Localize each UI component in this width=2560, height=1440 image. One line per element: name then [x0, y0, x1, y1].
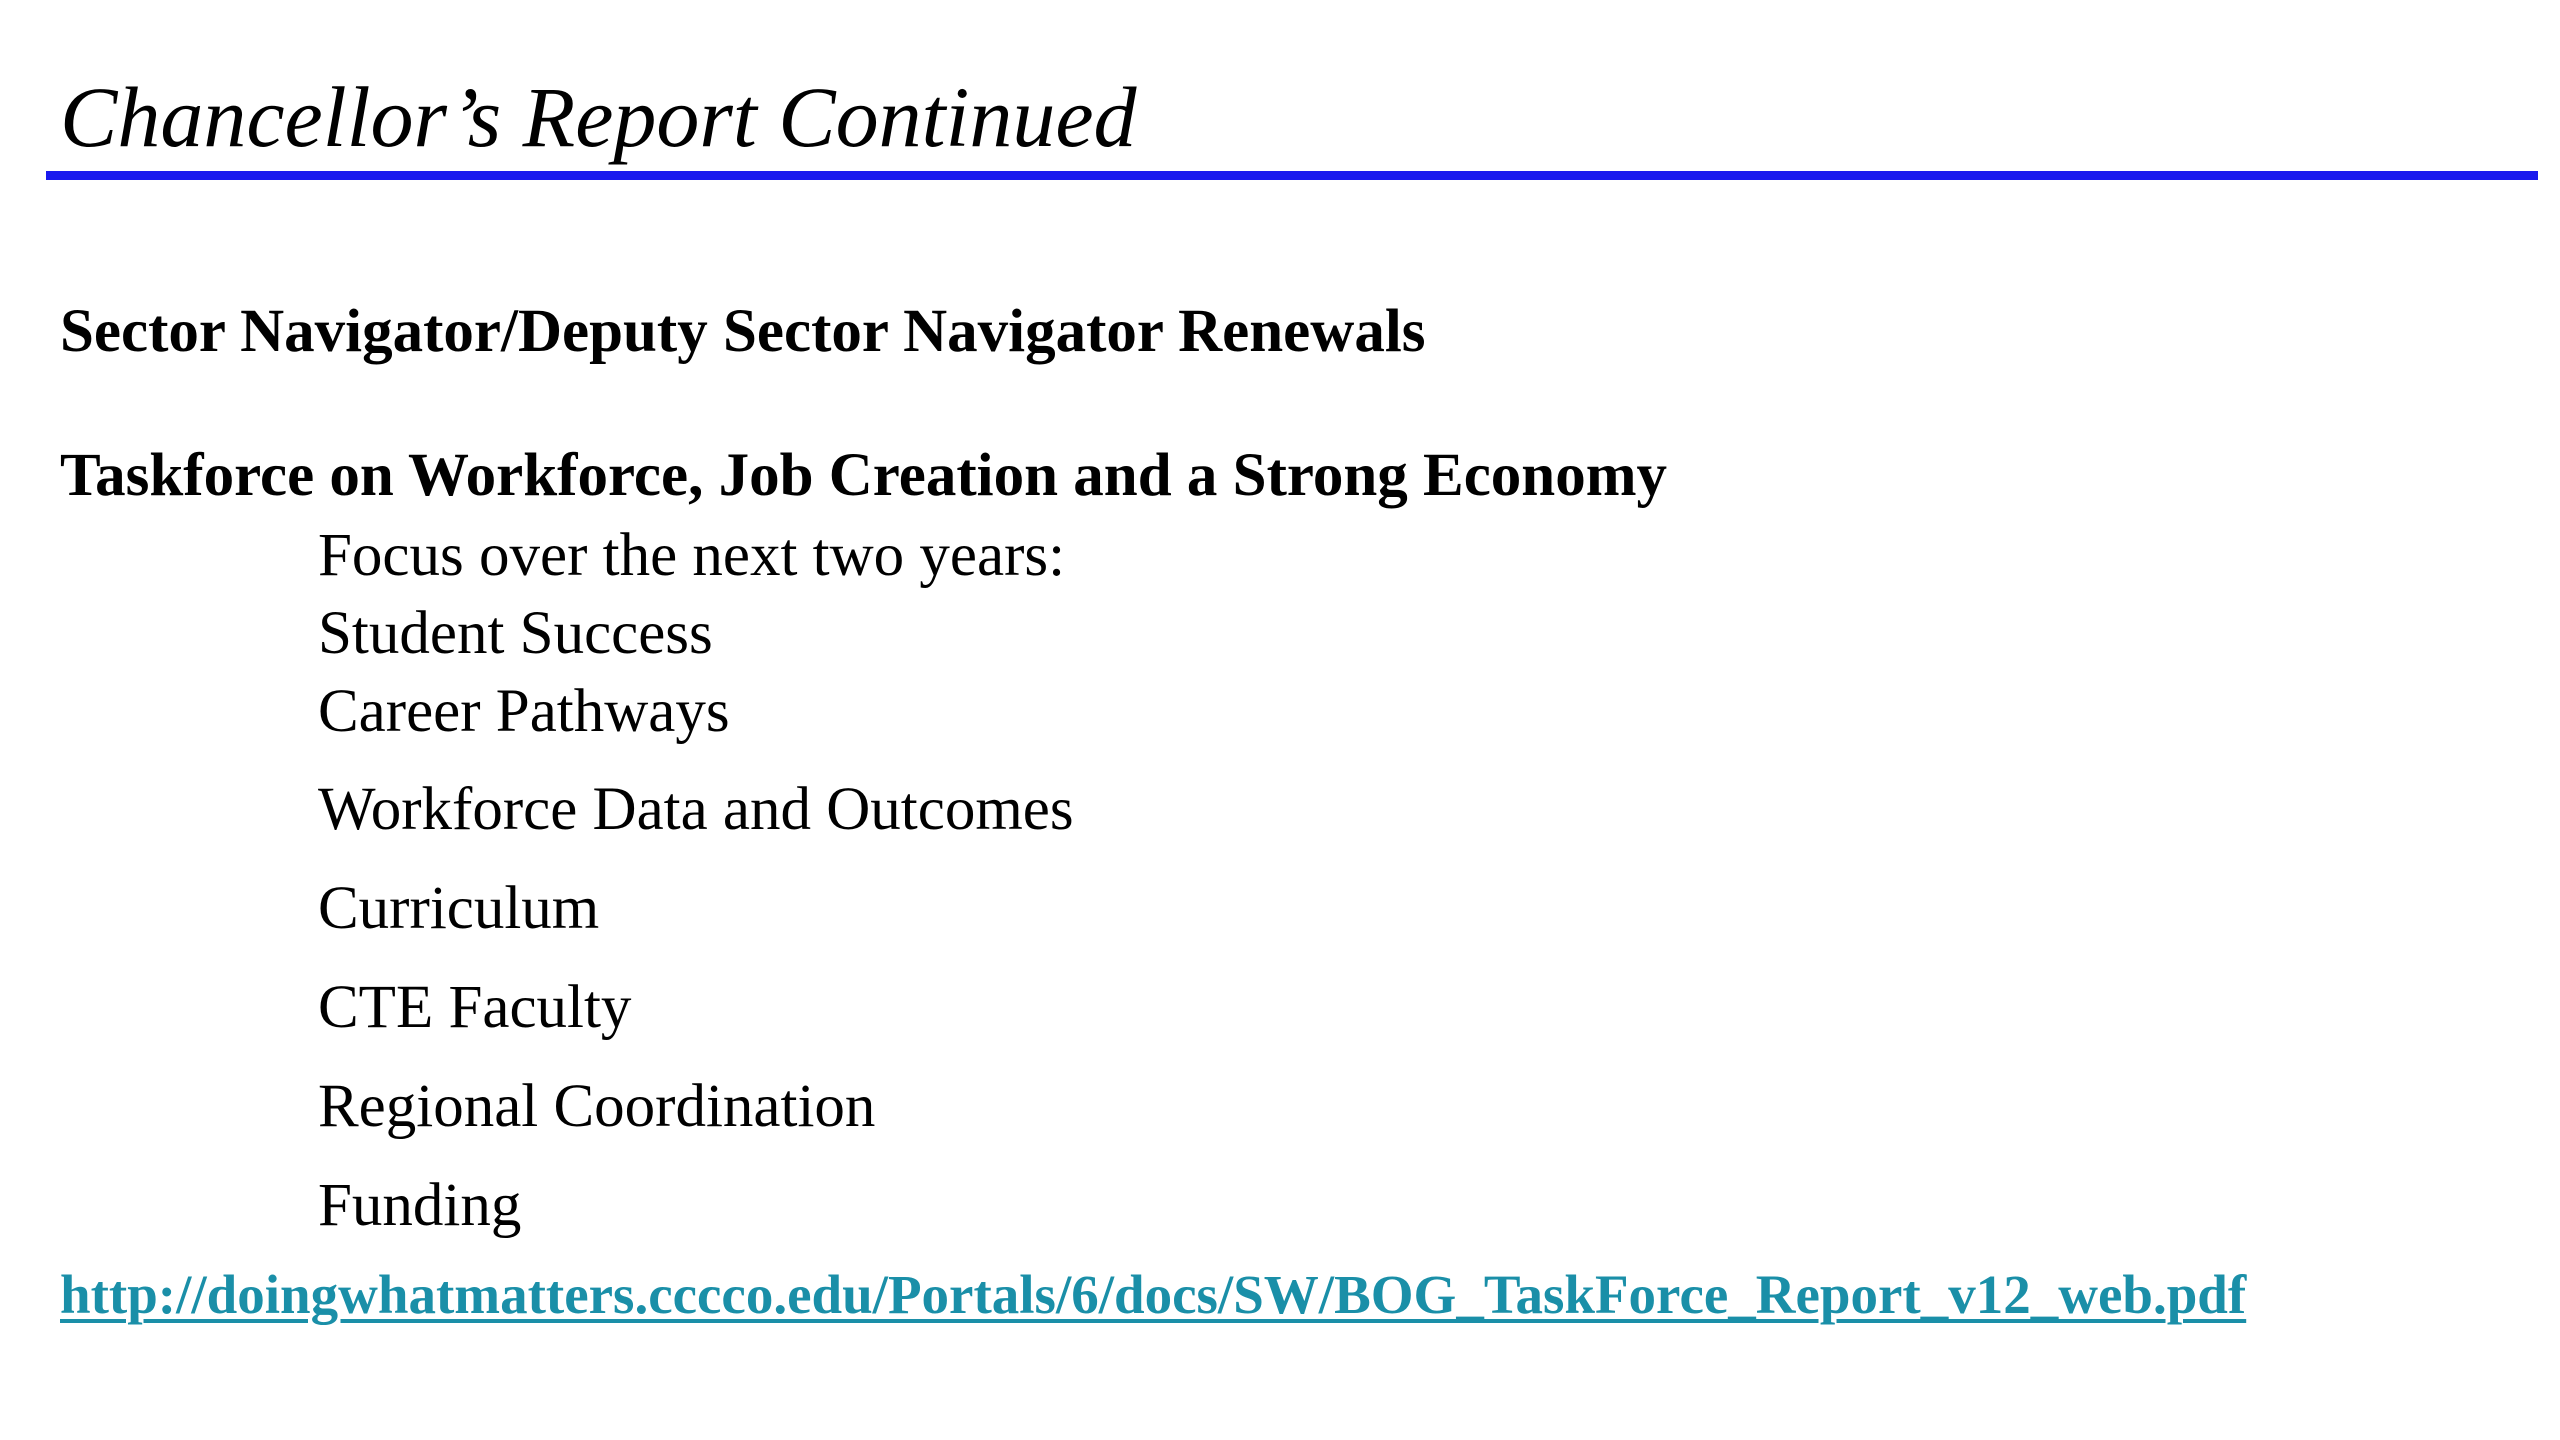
focus-item-regional-coordination: Regional Coordination: [318, 1073, 876, 1140]
taskforce-report-link[interactable]: http://doingwhatmatters.cccco.edu/Portals/6/docs/SW/BOG_TaskForce_Report_v12_web.pdf: [60, 1264, 2247, 1325]
slide-title: Chancellor’s Report Continued: [60, 69, 1137, 165]
heading-sector-navigator: Sector Navigator/Deputy Sector Navigator Renewals: [60, 298, 1426, 365]
focus-item-cte-faculty: CTE Faculty: [318, 974, 632, 1041]
focus-intro: Focus over the next two years:: [318, 522, 1066, 589]
focus-item-workforce-data: Workforce Data and Outcomes: [318, 776, 1074, 843]
title-underline-rule: [46, 171, 2538, 180]
focus-item-career-pathways: Career Pathways: [318, 678, 730, 745]
focus-item-student-success: Student Success: [318, 600, 713, 667]
focus-item-curriculum: Curriculum: [318, 875, 600, 942]
focus-item-funding: Funding: [318, 1172, 522, 1239]
heading-taskforce: Taskforce on Workforce, Job Creation and a Strong Economy: [60, 442, 1668, 509]
